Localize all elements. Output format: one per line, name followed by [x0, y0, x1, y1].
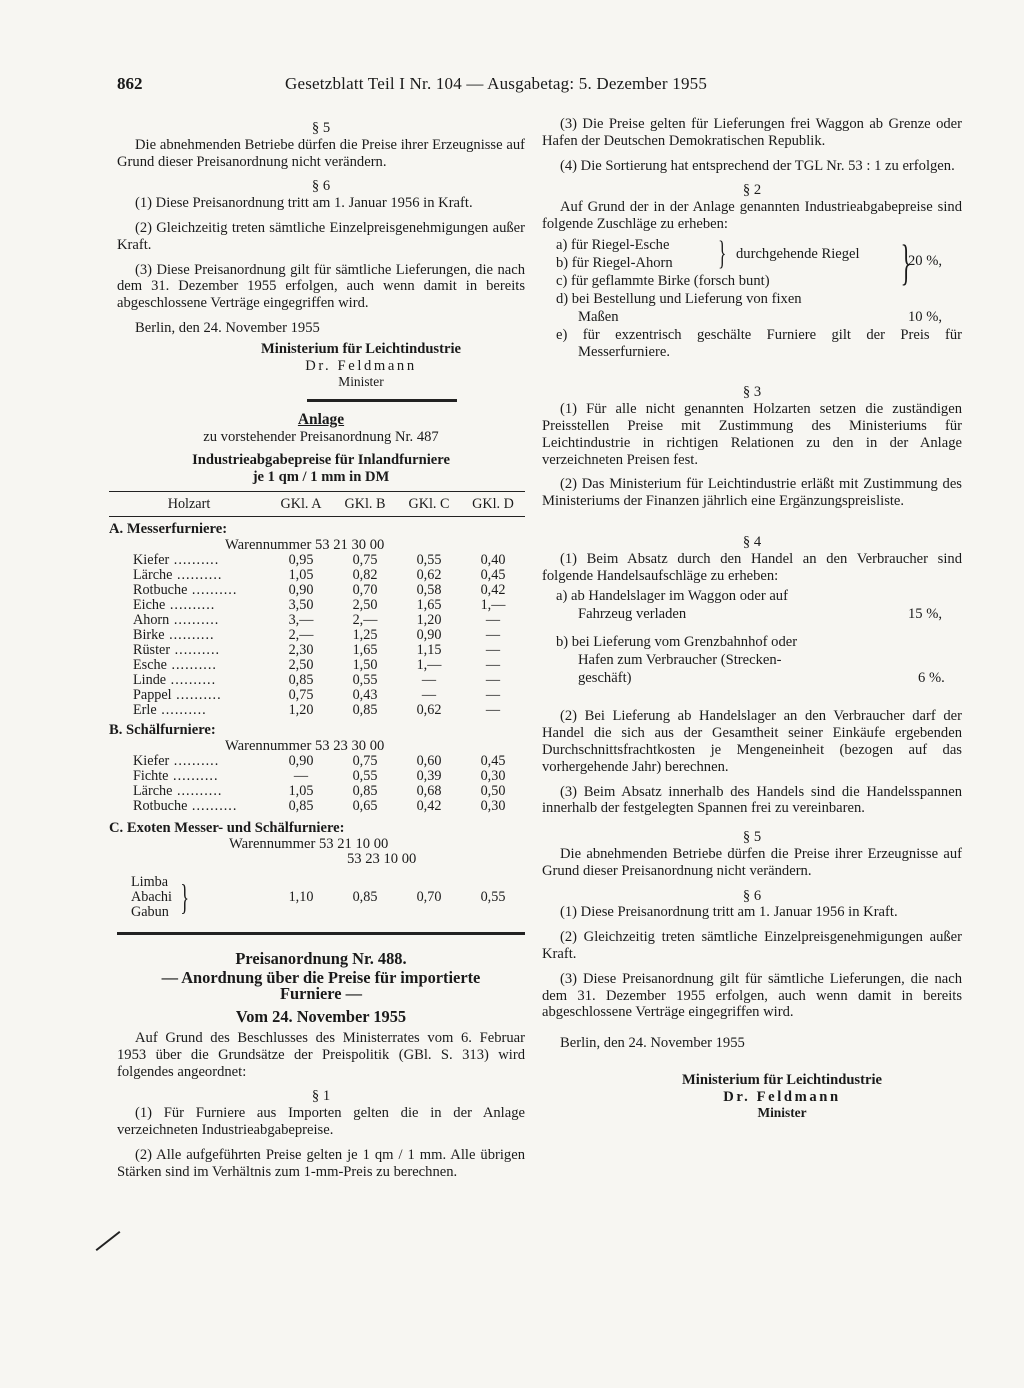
paragraph: Die abnehmenden Betriebe dürfen die Preise ihrer Erzeugnisse auf Grund dieser Preisanordnung nicht verändern. [542, 845, 962, 879]
paragraph: (2) Alle aufgeführten Preise gelten je 1 qm / 1 mm. Alle übrigen Stärken sind im Verhältnis zum 1-mm-Preis zu berechnen. [117, 1146, 525, 1180]
brace-glyph: } [718, 234, 727, 272]
right-column [542, 116, 962, 1122]
price-cell: 3,— [288, 612, 314, 629]
price-cell: 1,20 [288, 702, 314, 719]
signer-name: Dr. Feldmann [723, 1088, 841, 1105]
ware-number: Warennummer 53 21 10 00 [229, 835, 389, 852]
list-item: Hafen zum Verbraucher (Strecken- [578, 652, 782, 669]
price-cell: 0,75 [288, 687, 314, 704]
price-cell: 1,10 [288, 888, 314, 905]
price-cell: 0,40 [480, 552, 506, 569]
divider [117, 932, 525, 935]
price-cell: 0,70 [416, 888, 442, 905]
paragraph: (1) Diese Preisanordnung tritt am 1. Januar 1956 in Kraft. [135, 195, 473, 212]
leader-dots: .......... [164, 627, 215, 644]
species-name: Lärche [133, 567, 173, 584]
price-cell: 2,30 [288, 642, 314, 659]
signer-name: Dr. Feldmann [305, 357, 417, 374]
group-heading: C. Exoten Messer- und Schälfurniere: [109, 819, 345, 836]
price-cell: 0,42 [416, 797, 442, 814]
paragraph: (1) Für Furniere aus Importen gelten die in der Anlage verzeichneten Industrieabgabepreise. [117, 1105, 525, 1138]
trade-margin-b [556, 634, 962, 708]
species-cell [109, 673, 269, 688]
column-header: GKl. D [472, 495, 514, 512]
price-cell: 1,65 [416, 597, 442, 614]
price-cell: 0,85 [352, 702, 378, 719]
price-cell: 1,20 [416, 612, 442, 629]
price-cell: — [485, 642, 501, 659]
table-row [109, 613, 525, 628]
price-cell: 0,85 [352, 888, 378, 905]
paragraph: (3) Diese Preisanordnung gilt für sämtliche Lieferungen, die nach dem 31. Dezember 1955 erfolgen, auch wenn damit in bereits abgeschlossene Verträge eingegriffen wird. [117, 261, 525, 312]
ordinance-date: Vom 24. November 1955 [235, 1007, 407, 1027]
species-name: Birke [133, 627, 165, 644]
price-cell: 1,05 [288, 782, 314, 799]
species-cell [109, 769, 269, 784]
species-cell [109, 643, 269, 658]
date-line: Berlin, den 24. November 1955 [560, 1035, 745, 1052]
price-cell: 0,75 [352, 552, 378, 569]
paragraph: (3) Die Preise gelten für Lieferungen frei Waggon ab Grenze oder Hafen der Deutschen Demokratischen Republik. [542, 116, 962, 149]
price-cell: 0,30 [480, 767, 506, 784]
anlage-subtitle: zu vorstehender Preisanordnung Nr. 487 [203, 428, 439, 445]
species-name: Limba [131, 873, 169, 890]
leader-dots: .......... [169, 612, 220, 629]
list-item: b) bei Lieferung vom Grenzbahnhof oder [556, 634, 798, 651]
price-cell: 1,65 [352, 642, 378, 659]
paragraph: (1) Für alle nicht genannten Holzarten setzen die zuständigen Preisstellen Preise mit Zustimmung des Ministeriums für Leichtindustrie in richtigen Relationen zu den in der Anlage verzeichneten Preisen fest. [542, 401, 962, 468]
species-cell [109, 553, 269, 568]
list-item: e) für exzentrisch geschälte Furniere gilt der Preis für Messerfurniere. [556, 326, 962, 360]
leader-dots: .......... [166, 657, 217, 674]
price-cell: 0,65 [352, 797, 378, 814]
price-cell: 0,70 [352, 582, 378, 599]
species-name: Fichte [133, 767, 169, 784]
price-cell: 2,50 [288, 657, 314, 674]
ordinance-subtitle: — Anordnung über die Preise für importierte [161, 967, 481, 987]
price-cell: 0,43 [352, 687, 378, 704]
brace-description: durchgehende Riegel [736, 245, 860, 262]
species-cell [109, 658, 269, 673]
price-cell: 0,75 [352, 752, 378, 769]
price-cell: — [421, 672, 437, 689]
price-cell: 3,50 [288, 597, 314, 614]
percent-value: 6 %. [918, 670, 945, 687]
species-cell [109, 583, 269, 598]
gazette-title: Gesetzblatt Teil I Nr. 104 — Ausgabetag: 5. Dezember 1955 [285, 74, 708, 93]
ministry-name: Ministerium für Leichtindustrie [261, 340, 461, 357]
section-heading: § 6 [742, 887, 762, 904]
table-group-c [109, 875, 525, 920]
species-name: Kiefer [133, 752, 170, 769]
species-name: Kiefer [133, 552, 170, 569]
price-cell: 2,50 [352, 597, 378, 614]
price-cell: — [485, 657, 501, 674]
price-cell: 0,95 [288, 552, 314, 569]
price-cell: 0,90 [288, 582, 314, 599]
species-name: Rotbuche [133, 582, 188, 599]
species-name: Pappel [133, 687, 172, 704]
percent-value: 15 %, [908, 606, 943, 623]
table-header-rule [109, 516, 525, 517]
species-cell [109, 799, 269, 814]
species-cell [109, 613, 269, 628]
species-name: Gabun [131, 903, 169, 920]
surcharge-group [556, 235, 962, 291]
table-title: Industrieabgabepreise für Inlandfurniere [192, 451, 450, 468]
leader-dots: .......... [170, 642, 221, 659]
list-item: a) für Riegel-Esche [556, 236, 670, 253]
price-cell: 0,39 [416, 767, 442, 784]
price-cell: 0,42 [480, 582, 506, 599]
leader-dots: .......... [172, 567, 223, 584]
species-cell [109, 568, 269, 583]
table-row [109, 628, 525, 643]
leader-dots: .......... [166, 672, 217, 689]
species-name: Abachi [131, 888, 172, 905]
species-name: Lärche [133, 782, 173, 799]
species-name: Ahorn [133, 612, 170, 629]
paragraph: Auf Grund des Beschlusses des Ministerrates vom 6. Februar 1953 über die Grundsätze der Preispolitik (GBl. S. 313) wird folgendes angeordnet: [117, 1029, 525, 1080]
price-cell: 0,62 [416, 702, 442, 719]
table-row [109, 875, 525, 920]
species-cell [109, 628, 269, 643]
leader-dots: .......... [168, 767, 219, 784]
table-row [109, 658, 525, 673]
table-group-a [109, 553, 525, 718]
price-cell: — [421, 687, 437, 704]
price-cell: 0,90 [416, 627, 442, 644]
list-item: geschäft) [578, 670, 632, 687]
price-cell: — [485, 702, 501, 719]
paragraph: (2) Bei Lieferung ab Handelslager an den Verbraucher darf der Handel die sich aus der Gesamtheit seiner Einkäufe ergebenden Durchschnittsfrachtkosten je Mengeneinheit (bezogen auf das vorhergehende Jahr) berechnen. [542, 708, 962, 775]
column-header: GKl. B [344, 495, 386, 512]
pencil-mark [96, 1231, 121, 1251]
species-cell [109, 784, 269, 799]
section-heading: § 5 [742, 829, 762, 846]
price-cell: 0,55 [416, 552, 442, 569]
price-cell: 1,— [416, 657, 442, 674]
list-item: Maßen [578, 308, 619, 325]
table-row [109, 673, 525, 688]
group-heading: A. Messerfurniere: [109, 521, 228, 538]
section-heading: § 2 [742, 182, 762, 199]
price-table [109, 492, 525, 516]
section-heading: § 3 [742, 384, 762, 401]
price-cell: 0,62 [416, 567, 442, 584]
table-row [109, 568, 525, 583]
species-name: Linde [133, 672, 167, 689]
price-cell: 1,50 [352, 657, 378, 674]
price-cell: 2,— [288, 627, 314, 644]
column-header: GKl. C [408, 495, 450, 512]
table-row [109, 754, 525, 769]
table-row [109, 643, 525, 658]
brace-glyph: } [900, 233, 912, 290]
price-cell: 0,50 [480, 782, 506, 799]
paragraph: (4) Die Sortierung hat entsprechend der TGL Nr. 53 : 1 zu erfolgen. [560, 157, 955, 174]
species-name: Eiche [133, 597, 166, 614]
leader-dots: .......... [156, 702, 207, 719]
price-cell: 0,68 [416, 782, 442, 799]
price-cell: 0,58 [416, 582, 442, 599]
price-cell: 0,45 [480, 567, 506, 584]
price-cell: 0,60 [416, 752, 442, 769]
table-row [109, 553, 525, 568]
species-cell [109, 754, 269, 769]
table-row [109, 598, 525, 613]
leader-dots: .......... [169, 752, 220, 769]
list-item: d) bei Bestellung und Lieferung von fixen [556, 290, 802, 307]
leader-dots: .......... [171, 687, 222, 704]
paragraph: (2) Gleichzeitig treten sämtliche Einzelpreisgenehmigungen außer Kraft. [117, 219, 525, 253]
price-cell: 0,45 [480, 752, 506, 769]
price-cell: 1,15 [416, 642, 442, 659]
signer-title: Minister [338, 374, 384, 390]
leader-dots: .......... [165, 597, 216, 614]
leader-dots: .......... [169, 552, 220, 569]
paragraph: (2) Gleichzeitig treten sämtliche Einzelpreisgenehmigungen außer Kraft. [542, 929, 962, 962]
section-heading: § 6 [311, 178, 331, 195]
table-row [109, 583, 525, 598]
paragraph: Auf Grund der in der Anlage genannten Industrieabgabepreise sind folgende Zuschläge zu erheben: [542, 199, 962, 232]
price-cell: — [293, 767, 309, 784]
column-header: Holzart [167, 495, 211, 512]
ministry-name: Ministerium für Leichtindustrie [682, 1071, 882, 1088]
price-cell: 1,05 [288, 567, 314, 584]
signer-title: Minister [757, 1105, 807, 1121]
table-row [109, 784, 525, 799]
paragraph: (1) Diese Preisanordnung tritt am 1. Januar 1956 in Kraft. [560, 904, 898, 921]
species-cell [109, 598, 269, 613]
paragraph: (3) Beim Absatz innerhalb des Handels sind die Handelsspannen innerhalb der festgelegten Spannen frei zu vereinbaren. [542, 783, 962, 817]
table-row [109, 688, 525, 703]
price-cell: 2,— [352, 612, 378, 629]
price-cell: 0,82 [352, 567, 378, 584]
table-header-row [109, 492, 525, 516]
price-cell: 0,55 [352, 767, 378, 784]
left-column [109, 120, 525, 1188]
date-line: Berlin, den 24. November 1955 [135, 319, 320, 336]
leader-dots: .......... [187, 582, 238, 599]
species-name: Rüster [133, 642, 171, 659]
column-header: GKl. A [280, 495, 322, 512]
list-item: b) für Riegel-Ahorn [556, 254, 673, 271]
species-name: Esche [133, 657, 167, 674]
ordinance-subtitle: Furniere — [279, 984, 363, 1004]
ware-number: 53 23 10 00 [347, 850, 417, 867]
table-unit: je 1 qm / 1 mm in DM [252, 468, 390, 485]
paragraph: (1) Beim Absatz durch den Handel an den Verbraucher sind folgende Handelsaufschläge zu erheben: [542, 550, 962, 584]
list-item: Fahrzeug verladen [578, 606, 687, 623]
ordinance-title: Preisanordnung Nr. 488. [235, 948, 407, 968]
price-cell: 0,90 [288, 752, 314, 769]
divider [307, 399, 457, 402]
species-cell [109, 703, 269, 718]
price-cell: 1,— [480, 597, 506, 614]
percent-value: 10 %, [908, 308, 943, 325]
price-cell: 0,85 [288, 797, 314, 814]
species-name: Erle [133, 702, 157, 719]
section-heading: § 1 [311, 1088, 331, 1105]
table-row [109, 703, 525, 718]
price-cell: — [485, 672, 501, 689]
table-row [109, 769, 525, 784]
table-group-b [109, 754, 525, 814]
table-row [109, 799, 525, 814]
price-cell: 0,55 [352, 672, 378, 689]
percent-value: 20 %, [908, 252, 943, 269]
anlage-title: Anlage [297, 411, 345, 429]
ware-number: Warennummer 53 21 30 00 [225, 537, 385, 554]
price-cell: 0,85 [352, 782, 378, 799]
price-cell: 1,25 [352, 627, 378, 644]
list-item: c) für geflammte Birke (forsch bunt) [556, 272, 770, 289]
page-number: 862 [117, 74, 143, 93]
paragraph: Die abnehmenden Betriebe dürfen die Preise ihrer Erzeugnisse auf Grund dieser Preisanordnung nicht verändern. [117, 136, 525, 170]
price-cell: 0,30 [480, 797, 506, 814]
paragraph: (2) Das Ministerium für Leichtindustrie erläßt mit Zustimmung des Ministeriums der Finanzen jährlich eine Ergänzungspreisliste. [542, 476, 962, 510]
ware-number: Warennummer 53 23 30 00 [225, 737, 385, 754]
leader-dots: .......... [187, 797, 238, 814]
exotic-species-list [131, 875, 172, 920]
price-cell: — [485, 612, 501, 629]
species-name: Rotbuche [133, 797, 188, 814]
section-heading: § 5 [311, 120, 331, 136]
price-cell: — [485, 687, 501, 704]
price-cell: 0,55 [480, 888, 506, 905]
price-cell: — [485, 627, 501, 644]
brace-glyph: } [179, 877, 189, 918]
group-heading: B. Schälfurniere: [109, 722, 216, 739]
paragraph: (3) Diese Preisanordnung gilt für sämtliche Lieferungen, die nach dem 31. Dezember 1955 erfolgen, auch wenn damit in bereits abgeschlossene Verträge eingegriffen wird. [542, 970, 962, 1021]
surcharge-d [556, 291, 962, 327]
list-item: a) ab Handelslager im Waggon oder auf [556, 588, 788, 605]
price-cell: 0,85 [288, 672, 314, 689]
section-heading: § 4 [742, 533, 762, 550]
leader-dots: .......... [172, 782, 223, 799]
species-cell [109, 688, 269, 703]
